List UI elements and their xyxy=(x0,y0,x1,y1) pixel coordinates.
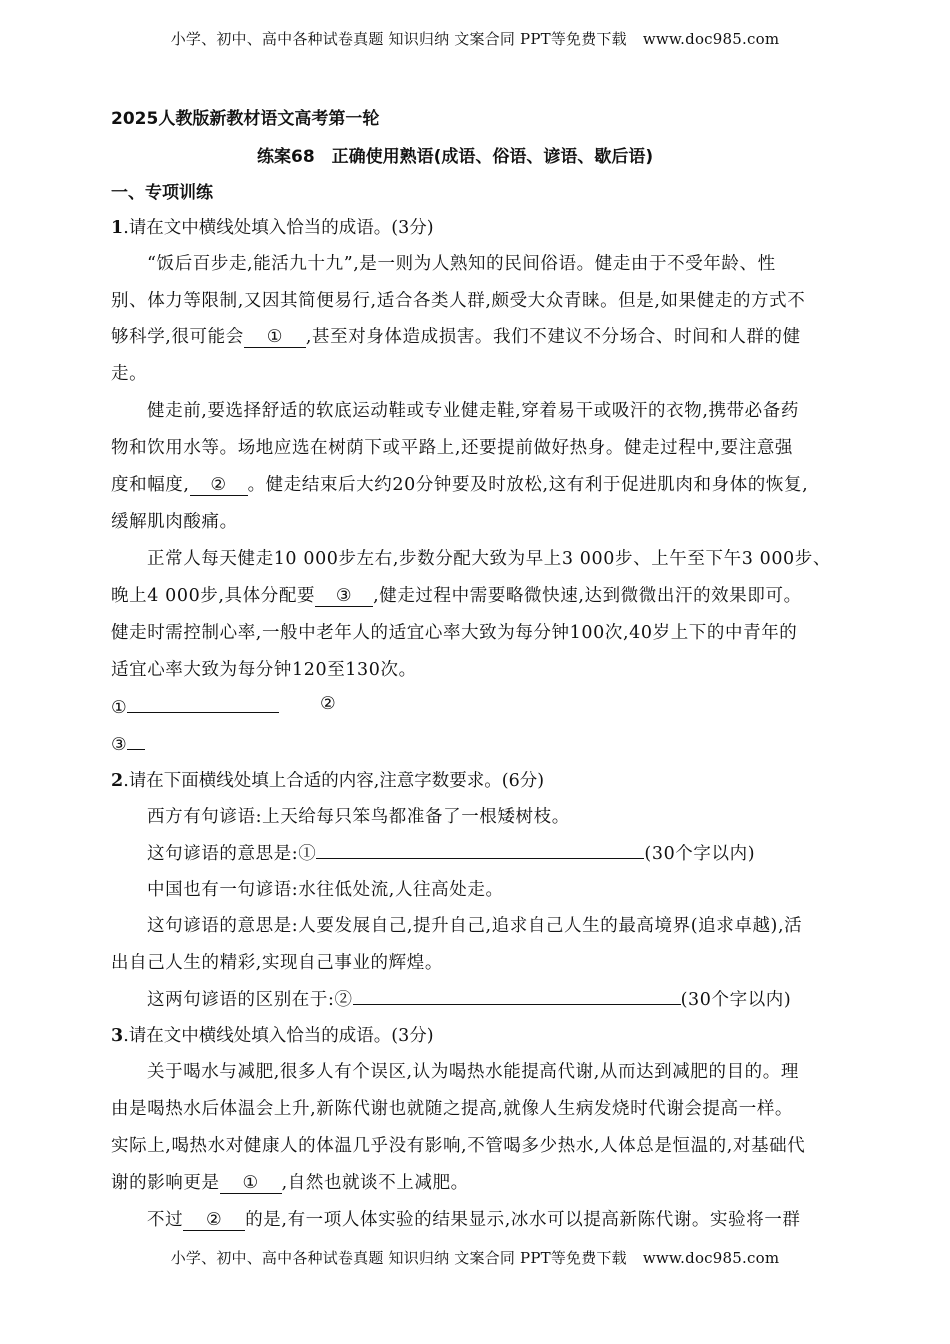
q1-blank-1[interactable]: ① xyxy=(244,328,306,348)
q1-p3-line2 xyxy=(111,582,802,607)
q1-blank-3[interactable]: ③ xyxy=(315,587,373,607)
q2-line5: 出自己人生的精彩,实现自己事业的辉煌。 xyxy=(111,953,443,973)
q3-line3: 实际上,喝热水对健康人的体温几乎没有影响,不管喝多少热水,人体总是恒温的,对基础代 xyxy=(111,1136,806,1156)
q1-p1-line3a: 够科学,很可能会 xyxy=(111,327,244,347)
q1-answer-1-line[interactable] xyxy=(127,694,279,713)
q3-line5 xyxy=(147,1206,801,1231)
q3-line5b: 的是,有一项人体实验的结果显示,冰水可以提高新陈代谢。实验将一群 xyxy=(245,1210,801,1230)
q2-line2b: (30个字以内) xyxy=(644,844,756,864)
q2-line6 xyxy=(147,986,791,1011)
q2-line6b: (30个字以内) xyxy=(680,990,792,1010)
q1-answer-2-label: ② xyxy=(320,694,336,714)
section-heading: 一、专项训练 xyxy=(111,183,213,203)
page-footer xyxy=(0,1247,950,1268)
q3-line5a: 不过 xyxy=(147,1210,184,1230)
q1-p2-line2: 物和饮用水等。场地应选在树荫下或平路上,还要提前做好热身。健走过程中,要注意强 xyxy=(111,438,794,458)
header-url[interactable]: www.doc985.com xyxy=(642,30,780,48)
q1-p2-line3a: 度和幅度, xyxy=(111,475,190,495)
q1-number: 1 xyxy=(111,218,124,238)
q1-p3-line3: 健走时需控制心率,一般中老年人的适宜心率大致为每分钟100次,40岁上下的中青年的 xyxy=(111,623,798,643)
q1-p3-line4: 适宜心率大致为每分钟120至130次。 xyxy=(111,660,417,680)
q1-answer-3 xyxy=(111,731,145,755)
q3-blank-1[interactable]: ① xyxy=(220,1174,282,1194)
q1-p1-line3b: ,甚至对身体造成损害。我们不建议不分场合、时间和人群的健 xyxy=(305,327,801,347)
q1-answer-3-label: ③ xyxy=(111,735,127,755)
q3-line4a: 谢的影响更是 xyxy=(111,1173,220,1193)
q2-answer-1-line[interactable] xyxy=(316,840,644,859)
q3-blank-2[interactable]: ② xyxy=(183,1211,245,1231)
q1-answer-3-line[interactable] xyxy=(127,731,145,750)
doc-title: 2025人教版新教材语文高考第一轮 xyxy=(111,109,380,129)
q3-prompt xyxy=(111,1022,434,1047)
q2-number: 2 xyxy=(111,771,124,791)
doc-subtitle: 练案68 正确使用熟语(成语、俗语、谚语、歇后语) xyxy=(257,147,654,167)
q1-p3-line2b: ,健走过程中需要略微快速,达到微微出汗的效果即可。 xyxy=(373,586,802,606)
q1-p1-line1: “饭后百步走,能活九十九”,是一则为人熟知的民间俗语。健走由于不受年龄、性 xyxy=(147,254,776,274)
q2-prompt xyxy=(111,767,544,792)
q1-answer-2 xyxy=(320,694,336,714)
page-header xyxy=(0,28,950,49)
q1-p3-line1: 正常人每天健走10 000步左右,步数分配大致为早上3 000步、上午至下午3 000步、 xyxy=(147,549,831,569)
q1-p2-line3 xyxy=(111,471,808,496)
q1-p3-line2a: 晚上4 000步,具体分配要 xyxy=(111,586,316,606)
q1-p2-line1: 健走前,要选择舒适的软底运动鞋或专业健走鞋,穿着易干或吸汗的衣物,携带必备药 xyxy=(147,401,799,421)
footer-url[interactable]: www.doc985.com xyxy=(642,1249,780,1267)
q3-line1: 关于喝水与减肥,很多人有个误区,认为喝热水能提高代谢,从而达到减肥的目的。理 xyxy=(147,1062,799,1082)
q2-line1: 西方有句谚语:上天给每只笨鸟都准备了一根矮树枝。 xyxy=(147,807,570,827)
q1-p2-line4: 缓解肌肉酸痛。 xyxy=(111,512,238,532)
q2-line3: 中国也有一句谚语:水往低处流,人往高处走。 xyxy=(147,880,504,900)
q3-line4 xyxy=(111,1169,469,1194)
q3-prompt-text: .请在文中横线处填入恰当的成语。(3分) xyxy=(123,1026,434,1046)
q1-p1-line2: 别、体力等限制,又因其简便易行,适合各类人群,颇受大众青睐。但是,如果健走的方式不 xyxy=(111,291,806,311)
q2-line4: 这句谚语的意思是:人要发展自己,提升自己,追求自己人生的最高境界(追求卓越),活 xyxy=(147,916,803,936)
header-text: 小学、初中、高中各种试卷真题 知识归纳 文案合同 PPT等免费下载 xyxy=(170,30,627,48)
q1-blank-2[interactable]: ② xyxy=(190,476,248,496)
q1-p1-line3 xyxy=(111,323,801,348)
q1-prompt xyxy=(111,214,434,239)
q1-answer-1-label: ① xyxy=(111,698,127,718)
q1-p1-line4: 走。 xyxy=(111,364,148,384)
q2-answer-2-line[interactable] xyxy=(353,986,681,1005)
q2-line2 xyxy=(147,840,755,865)
footer-text: 小学、初中、高中各种试卷真题 知识归纳 文案合同 PPT等免费下载 xyxy=(170,1249,627,1267)
q1-p2-line3b: 。健走结束后大约20分钟要及时放松,这有利于促进肌肉和身体的恢复, xyxy=(247,475,809,495)
q2-line6a: 这两句谚语的区别在于:② xyxy=(147,990,353,1010)
q1-prompt-text: .请在文中横线处填入恰当的成语。(3分) xyxy=(123,218,434,238)
q2-line2a: 这句谚语的意思是:① xyxy=(147,844,317,864)
q3-line2: 由是喝热水后体温会上升,新陈代谢也就随之提高,就像人生病发烧时代谢会提高一样。 xyxy=(111,1099,794,1119)
q3-line4b: ,自然也就谈不上减肥。 xyxy=(281,1173,469,1193)
q3-number: 3 xyxy=(111,1026,124,1046)
q2-prompt-text: .请在下面横线处填上合适的内容,注意字数要求。(6分) xyxy=(123,771,545,791)
q1-answer-1 xyxy=(111,694,279,718)
